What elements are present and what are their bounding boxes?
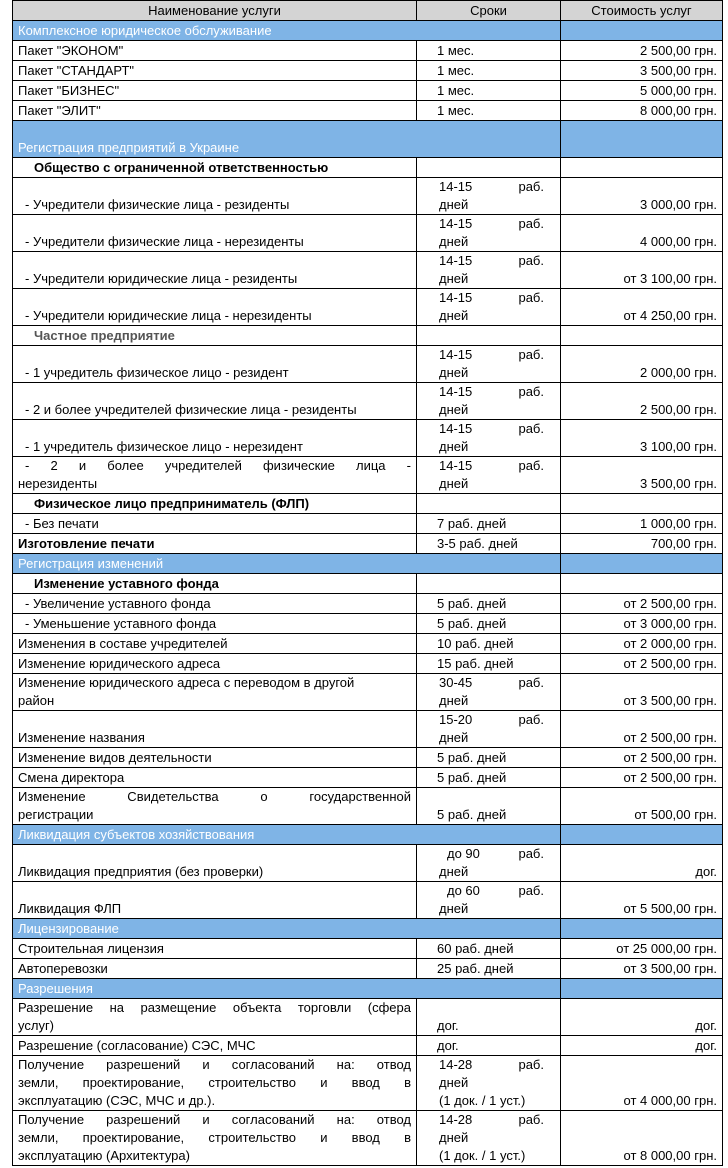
service-term: 14-15 раб. дней	[417, 215, 561, 252]
service-term: 5 раб. дней	[417, 748, 561, 768]
service-price: 8 000,00 грн.	[561, 101, 723, 121]
section-title: Ликвидация субъектов хозяйствования	[13, 825, 561, 845]
subsection-title: Физическое лицо предприниматель (ФЛП)	[13, 494, 417, 514]
service-name: Пакет "БИЗНЕС"	[13, 81, 417, 101]
section-header	[13, 21, 723, 41]
table-row	[13, 215, 723, 252]
section-title: Лицензирование	[13, 919, 561, 939]
table-row	[13, 346, 723, 383]
service-price: от 2 500,00 грн.	[561, 768, 723, 788]
service-term: дог.	[417, 999, 561, 1036]
service-term: 14-15 раб. дней	[417, 457, 561, 494]
section-header	[13, 825, 723, 845]
service-name: - Учредители физические лица - нерезиденты	[13, 215, 417, 252]
section-title: Комплексное юридическое обслуживание	[13, 21, 561, 41]
service-term: 60 раб. дней	[417, 939, 561, 959]
service-name: Получение разрешений и согласований на: отвод земли, проектирование, строительство и ввод в эксплуатацию (СЭС, МЧС и др.).	[13, 1056, 417, 1111]
table-row	[13, 674, 723, 711]
col-service-header: Наименование услуги	[13, 1, 417, 21]
subsection-title: Общество с ограниченной ответственностью	[13, 158, 417, 178]
service-price: 3 100,00 грн.	[561, 420, 723, 457]
service-price: от 3 000,00 грн.	[561, 614, 723, 634]
service-name: - Учредители физические лица - резиденты	[13, 178, 417, 215]
service-price: 2 500,00 грн.	[561, 383, 723, 420]
service-price: от 2 500,00 грн.	[561, 654, 723, 674]
subsection-title: Частное предприятие	[13, 326, 417, 346]
service-name: Изменение Свидетельства о государственной регистрации	[13, 788, 417, 825]
table-row	[13, 845, 723, 882]
service-term: 14-15 раб. дней	[417, 289, 561, 326]
service-name: - 1 учредитель физическое лицо - резидент	[13, 346, 417, 383]
service-name: Разрешение (согласование) СЭС, МЧС	[13, 1036, 417, 1056]
service-term: дог.	[417, 1036, 561, 1056]
table-row	[13, 289, 723, 326]
table-row	[13, 61, 723, 81]
price-table	[12, 0, 723, 1166]
service-name: - 2 и более учредителей физические лица - нерезиденты	[13, 457, 417, 494]
service-term: 14-15 раб. дней	[417, 420, 561, 457]
service-price: 4 000,00 грн.	[561, 215, 723, 252]
service-name: Изменение юридического адреса	[13, 654, 417, 674]
service-price: дог.	[561, 1036, 723, 1056]
service-name: - 1 учредитель физическое лицо - нерезидент	[13, 420, 417, 457]
service-price: от 8 000,00 грн.	[561, 1111, 723, 1166]
table-row	[13, 748, 723, 768]
subsection-header	[13, 158, 723, 178]
service-price: 3 000,00 грн.	[561, 178, 723, 215]
service-price: от 3 500,00 грн.	[561, 674, 723, 711]
service-term: 14-15 раб. дней	[417, 178, 561, 215]
service-price: от 25 000,00 грн.	[561, 939, 723, 959]
service-price: дог.	[561, 845, 723, 882]
service-term: 5 раб. дней	[417, 768, 561, 788]
table-row	[13, 788, 723, 825]
subsection-header	[13, 326, 723, 346]
section-header	[13, 979, 723, 999]
table-row	[13, 939, 723, 959]
section-title: Регистрация предприятий в Украине	[13, 121, 561, 158]
service-name: - Увеличение уставного фонда	[13, 594, 417, 614]
service-name: - Учредители юридические лица - резиденты	[13, 252, 417, 289]
service-term: 3-5 раб. дней	[417, 534, 561, 554]
service-term: 14-15 раб. дней	[417, 346, 561, 383]
service-price: 2 000,00 грн.	[561, 346, 723, 383]
section-title: Регистрация изменений	[13, 554, 561, 574]
service-name: Изменение юридического адреса с переводом в другой район	[13, 674, 417, 711]
table-row	[13, 999, 723, 1036]
section-header	[13, 554, 723, 574]
table-row	[13, 959, 723, 979]
subsection-header	[13, 494, 723, 514]
service-price: от 3 500,00 грн.	[561, 959, 723, 979]
table-row	[13, 534, 723, 554]
table-row	[13, 654, 723, 674]
service-term: 15 раб. дней	[417, 654, 561, 674]
section-header	[13, 121, 723, 158]
table-row	[13, 1036, 723, 1056]
service-price: от 2 500,00 грн.	[561, 748, 723, 768]
service-term: 5 раб. дней	[417, 614, 561, 634]
service-price: дог.	[561, 999, 723, 1036]
table-row	[13, 252, 723, 289]
service-name: Разрешение на размещение объекта торговли (сфера услуг)	[13, 999, 417, 1036]
service-name: Получение разрешений и согласований на: отвод земли, проектирование, строительство и ввод в эксплуатацию (Архитектура)	[13, 1111, 417, 1166]
col-price-header: Стоимость услуг	[561, 1, 723, 21]
service-price: от 4 250,00 грн.	[561, 289, 723, 326]
service-term: 1 мес.	[417, 101, 561, 121]
service-term: 1 мес.	[417, 81, 561, 101]
service-name: Ликвидация ФЛП	[13, 882, 417, 919]
service-name: Изменения в составе учредителей	[13, 634, 417, 654]
service-price: от 2 000,00 грн.	[561, 634, 723, 654]
table-row	[13, 1056, 723, 1111]
service-term: 1 мес.	[417, 41, 561, 61]
service-name: Ликвидация предприятия (без проверки)	[13, 845, 417, 882]
section-header	[13, 919, 723, 939]
service-name: - Без печати	[13, 514, 417, 534]
service-term: 15-20 раб. дней	[417, 711, 561, 748]
table-row	[13, 882, 723, 919]
service-price: от 3 100,00 грн.	[561, 252, 723, 289]
service-price: 5 000,00 грн.	[561, 81, 723, 101]
service-price: 1 000,00 грн.	[561, 514, 723, 534]
table-row	[13, 594, 723, 614]
service-price: от 4 000,00 грн.	[561, 1056, 723, 1111]
service-name: - Учредители юридические лица - нерезиденты	[13, 289, 417, 326]
service-name: Автоперевозки	[13, 959, 417, 979]
service-name: Изменение видов деятельности	[13, 748, 417, 768]
subsection-header	[13, 574, 723, 594]
table-row	[13, 178, 723, 215]
service-term: 10 раб. дней	[417, 634, 561, 654]
section-title: Разрешения	[13, 979, 561, 999]
col-term-header: Сроки	[417, 1, 561, 21]
table-row	[13, 383, 723, 420]
service-price: 700,00 грн.	[561, 534, 723, 554]
subsection-title: Изменение уставного фонда	[13, 574, 417, 594]
service-name: Пакет "ЭКОНОМ"	[13, 41, 417, 61]
table-row	[13, 614, 723, 634]
service-price: 3 500,00 грн.	[561, 457, 723, 494]
service-price: от 2 500,00 грн.	[561, 594, 723, 614]
service-term: до 60 раб. дней	[417, 882, 561, 919]
service-name: - 2 и более учредителей физические лица - резиденты	[13, 383, 417, 420]
service-term: до 90 раб. дней	[417, 845, 561, 882]
service-name: Строительная лицензия	[13, 939, 417, 959]
service-term: 14-28 раб. дней (1 док. / 1 уст.)	[417, 1056, 561, 1111]
service-price: 2 500,00 грн.	[561, 41, 723, 61]
table-row	[13, 41, 723, 61]
table-row	[13, 420, 723, 457]
service-price: от 500,00 грн.	[561, 788, 723, 825]
service-term: 1 мес.	[417, 61, 561, 81]
table-row	[13, 711, 723, 748]
service-name: Пакет "ЭЛИТ"	[13, 101, 417, 121]
table-row	[13, 634, 723, 654]
service-price: от 5 500,00 грн.	[561, 882, 723, 919]
table-row	[13, 768, 723, 788]
service-name: Смена директора	[13, 768, 417, 788]
service-term: 14-15 раб. дней	[417, 383, 561, 420]
service-term: 14-15 раб. дней	[417, 252, 561, 289]
service-term: 5 раб. дней	[417, 594, 561, 614]
service-term: 5 раб. дней	[417, 788, 561, 825]
table-row	[13, 101, 723, 121]
service-term: 25 раб. дней	[417, 959, 561, 979]
service-name: - Уменьшение уставного фонда	[13, 614, 417, 634]
service-term: 14-28 раб. дней (1 док. / 1 уст.)	[417, 1111, 561, 1166]
service-name: Изменение названия	[13, 711, 417, 748]
service-term: 30-45 раб. дней	[417, 674, 561, 711]
table-row	[13, 1111, 723, 1166]
table-row	[13, 514, 723, 534]
service-price: от 2 500,00 грн.	[561, 711, 723, 748]
service-name: Изготовление печати	[13, 534, 417, 554]
table-header	[13, 1, 723, 21]
service-name: Пакет "СТАНДАРТ"	[13, 61, 417, 81]
service-price: 3 500,00 грн.	[561, 61, 723, 81]
table-row	[13, 457, 723, 494]
table-row	[13, 81, 723, 101]
service-term: 7 раб. дней	[417, 514, 561, 534]
